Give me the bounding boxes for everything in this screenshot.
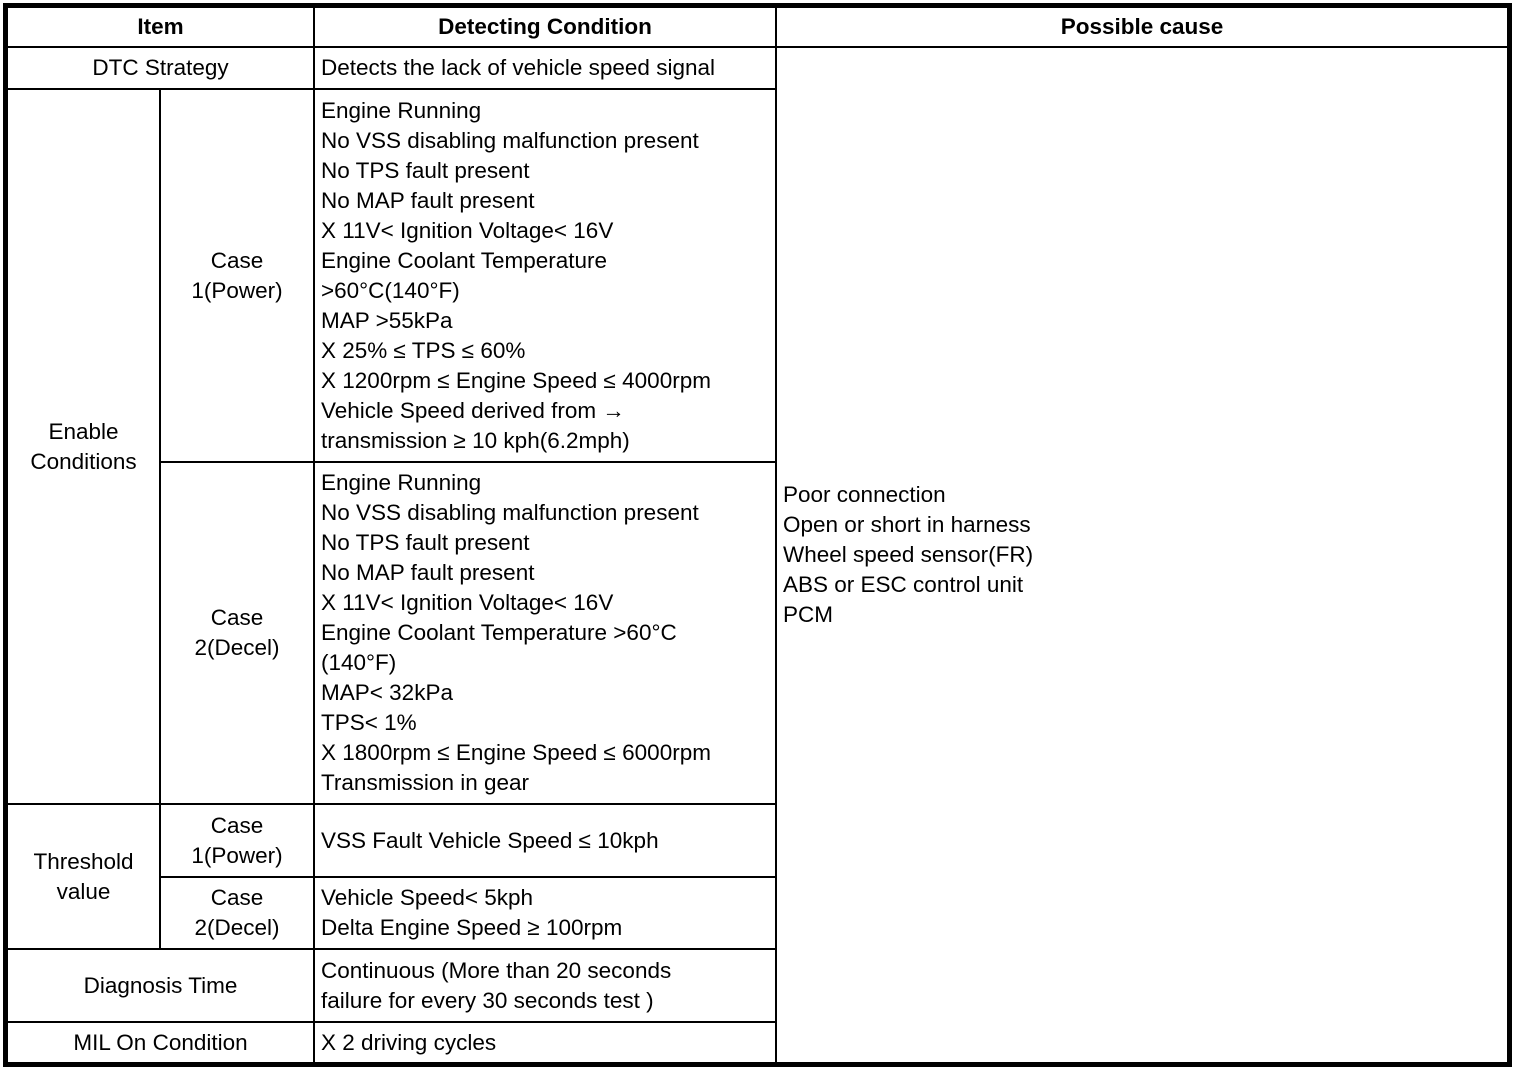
cause-line: Poor connection — [783, 482, 946, 507]
threshold-case1-value: VSS Fault Vehicle Speed ≤ 10kph — [314, 804, 776, 877]
dtc-spec-table — [6, 6, 1509, 1064]
enable-case2-conditions: Engine Running No VSS disabling malfunction present No TPS fault present No MAP fault present X 11V< Ignition Voltage< 16V Engine Coolant Temperature >60°C (140°F) MAP< 32kPa TPS< 1% X 1800rpm ≤ Engine Speed ≤ 6000rpm Transmission in gear — [314, 462, 776, 804]
cause-line: Wheel speed sensor(FR) — [783, 542, 1034, 567]
enable-case1-label: Case 1(Power) — [160, 89, 314, 462]
dtc-strategy-value: Detects the lack of vehicle speed signal — [314, 47, 776, 89]
row-dtc-strategy — [7, 47, 1508, 89]
possible-cause-cell — [776, 47, 1508, 1063]
threshold-case2-label: Case 2(Decel) — [160, 877, 314, 949]
diagnosis-time-value: Continuous (More than 20 seconds failure for every 30 seconds test ) — [314, 949, 776, 1022]
enable-case1-conditions: Engine Running No VSS disabling malfunction present No TPS fault present No MAP fault present X 11V< Ignition Voltage< 16V Engine Coolant Temperature >60°C(140°F) MAP >55kPa X 25% ≤ TPS ≤ 60% X 1200rpm ≤ Engine Speed ≤ 4000rpm Vehicle Speed derived from → transmission ≥ 10 kph(6.2mph) — [314, 89, 776, 462]
header-possible-cause: Possible cause — [776, 7, 1508, 47]
threshold-label: Threshold value — [7, 804, 160, 949]
cause-line: Open or short in harness — [783, 512, 1031, 537]
threshold-case1-label: Case 1(Power) — [160, 804, 314, 877]
header-detecting-condition: Detecting Condition — [314, 7, 776, 47]
dtc-strategy-label: DTC Strategy — [7, 47, 314, 89]
diagnosis-time-label: Diagnosis Time — [7, 949, 314, 1022]
threshold-case2-value: Vehicle Speed< 5kph Delta Engine Speed ≥ 100rpm — [314, 877, 776, 949]
enable-conditions-label: Enable Conditions — [7, 89, 160, 804]
enable-case2-label: Case 2(Decel) — [160, 462, 314, 804]
mil-on-condition-label: MIL On Condition — [7, 1022, 314, 1063]
header-item: Item — [7, 7, 314, 47]
cause-line: PCM — [783, 602, 834, 627]
cause-line: ABS or ESC control unit — [783, 572, 1024, 597]
header-row — [7, 7, 1508, 47]
mil-on-condition-value: X 2 driving cycles — [314, 1022, 776, 1063]
